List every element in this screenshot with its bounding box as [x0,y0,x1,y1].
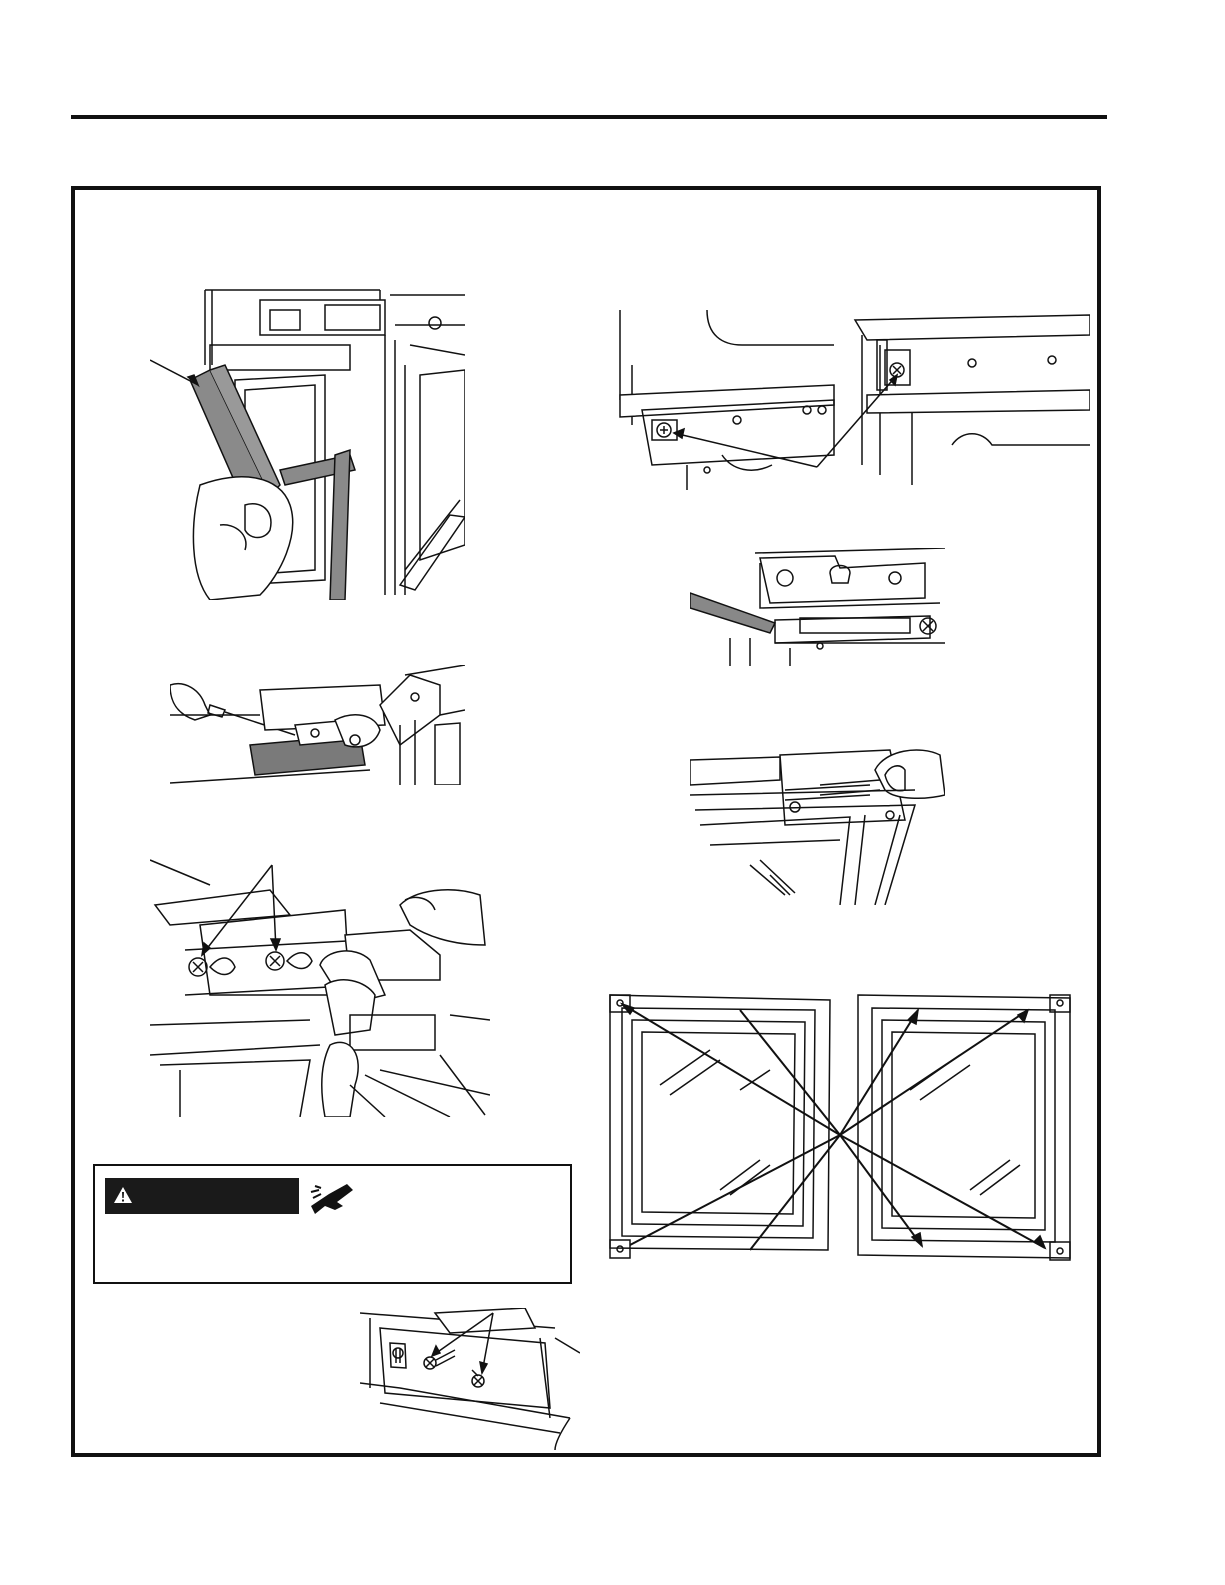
cover-screws-illustration [360,1308,580,1450]
warning-signal-bar [105,1178,299,1214]
hinge-pry-illustration [690,548,945,666]
door-screwdriver-illustration [690,745,945,905]
hand-pinch-hazard-icon [307,1176,357,1216]
door-pair-illustration [600,990,1080,1282]
warning-box [93,1164,572,1284]
header-rule [71,115,1107,119]
bracket-screws-illustration [612,305,1090,490]
gasket-removal-illustration [150,285,465,600]
hinge-screws-illustration [150,855,490,1117]
hinge-screwdriver-illustration [170,665,465,785]
alert-triangle-icon [113,1186,133,1204]
